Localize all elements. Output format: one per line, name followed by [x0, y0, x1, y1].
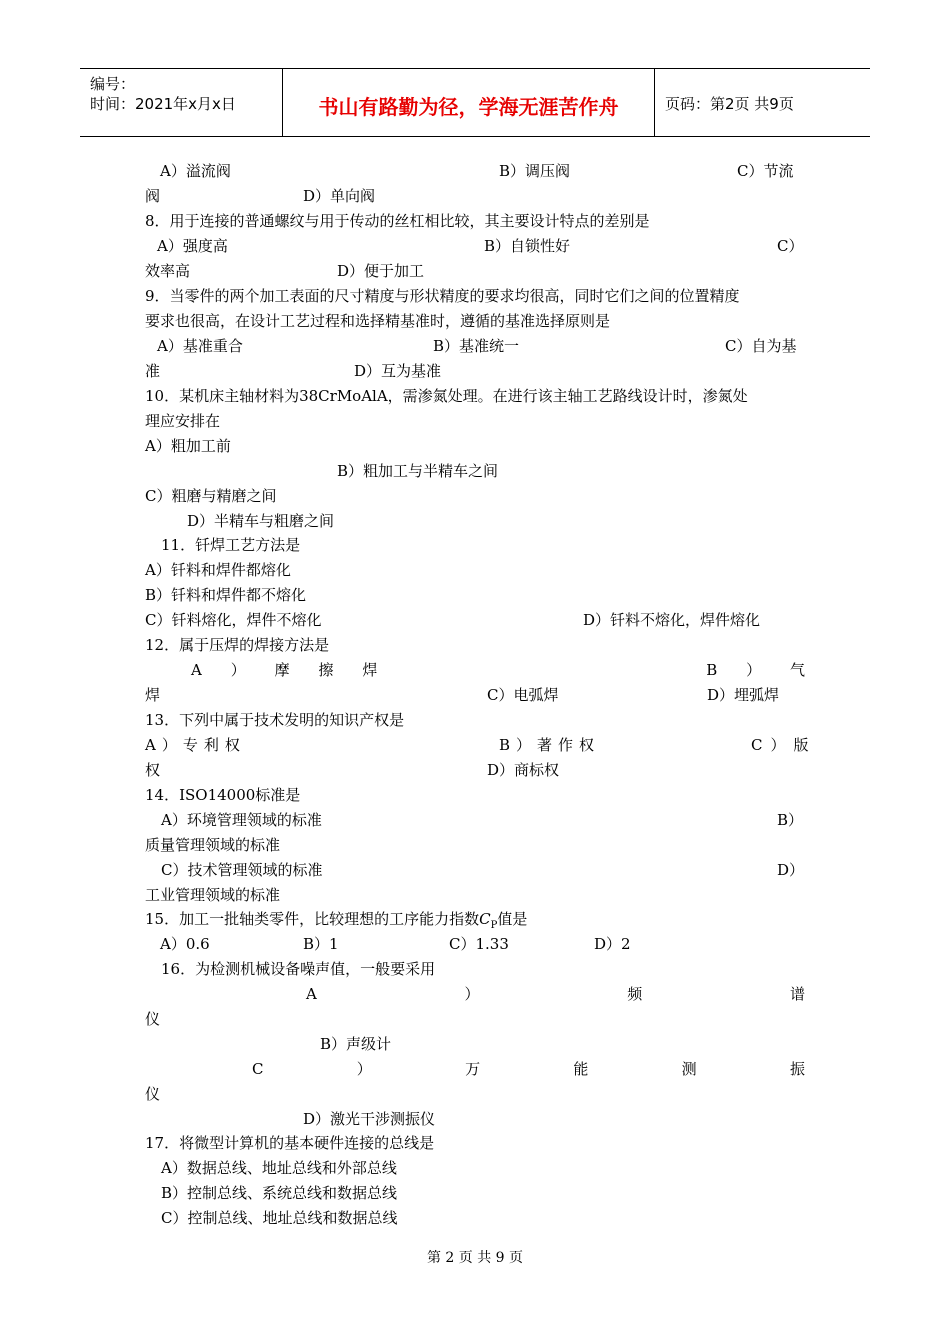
q9-stem-line-1: 9．当零件的两个加工表面的尺寸精度与形状精度的要求均很高，同时它们之间的位置精度: [145, 287, 740, 305]
q9-option-c-continued: 准: [145, 362, 161, 380]
q15-stem: 15．加工一批轴类零件，比较理想的工序能力指数: [145, 910, 480, 928]
q13-option-c: C）版: [751, 736, 817, 754]
q9-option-d: D）互为基准: [354, 362, 442, 380]
q15-option-d: D）2: [594, 935, 631, 953]
q8-option-c: C）: [777, 237, 804, 255]
document-time-label: 时间：2021年x月x日: [90, 95, 236, 113]
q8-option-c-continued: 效率高: [145, 262, 191, 280]
q11-option-c: C）钎料熔化，焊件不熔化: [145, 611, 322, 629]
q14-option-d-continued: 工业管理领域的标准: [145, 886, 281, 904]
q15-option-c: C）1.33: [449, 935, 509, 953]
q15-stem-end: 值是: [497, 910, 528, 928]
q10-option-d: D）半精车与粗磨之间: [187, 512, 335, 530]
q13-option-b: B）著作权: [499, 736, 601, 754]
document-number-label: 编号：: [90, 75, 136, 93]
q9-option-b: B）基准统一: [433, 337, 520, 355]
q16-option-a-char: 频: [627, 985, 643, 1003]
q11-option-b: B）钎料和焊件都不熔化: [145, 586, 307, 604]
q9-option-c: C）自为基: [725, 337, 797, 355]
q13-stem: 13．下列中属于技术发明的知识产权是: [145, 711, 405, 729]
q12-option-a-char: 焊: [362, 661, 378, 679]
page-header: [80, 68, 870, 137]
q16-option-c-char: C: [252, 1060, 264, 1078]
q8-option-d: D）便于加工: [337, 262, 425, 280]
q13-option-a: A）专利权: [145, 736, 246, 754]
q8-stem: 8．用于连接的普通螺纹与用于传动的丝杠相比较，其主要设计特点的差别是: [145, 212, 650, 230]
q12-option-a-char: ）: [230, 661, 246, 679]
q12-options-row: [145, 661, 805, 679]
q7-option-d: D）单向阀: [303, 187, 376, 205]
header-middle-cell: [283, 69, 655, 136]
q16-option-c-char: 能: [573, 1060, 589, 1078]
q16-option-a-char: ）: [464, 985, 480, 1003]
q17-option-b: B）控制总线、系统总线和数据总线: [161, 1184, 398, 1202]
q13-option-c-continued: 权: [145, 761, 161, 779]
q14-option-d: D）: [777, 861, 805, 879]
q10-stem-line-2: 理应安排在: [145, 412, 221, 430]
q17-option-a: A）数据总线、地址总线和外部总线: [161, 1159, 397, 1177]
q11-stem: 11．钎焊工艺方法是: [161, 536, 301, 554]
q16-option-c-char: 测: [681, 1060, 697, 1078]
q16-option-c-char: ）: [356, 1060, 372, 1078]
q16-stem: 16．为检测机械设备噪声值，一般要采用: [161, 960, 436, 978]
q12-option-c: C）电弧焊: [487, 686, 559, 704]
q9-option-a: A）基准重合: [157, 337, 243, 355]
q15-stem-line: [145, 910, 527, 935]
q16-option-a-continued: 仪: [145, 1010, 161, 1028]
q15-option-b: B）1: [303, 935, 339, 953]
q16-option-c-char: 万: [465, 1060, 481, 1078]
page-footer: 第 2 页 共 9 页: [426, 1250, 524, 1266]
q14-option-a: A）环境管理领域的标准: [161, 811, 322, 829]
q13-option-d: D）商标权: [487, 761, 560, 779]
q10-option-a: A）粗加工前: [145, 437, 231, 455]
q12-option-b-continued: 焊: [145, 686, 161, 704]
q12-option-b-char: ）: [746, 661, 762, 679]
q12-option-b-char: 气: [789, 661, 805, 679]
header-right-cell: [655, 69, 870, 136]
q10-option-b: B）粗加工与半精车之间: [337, 462, 499, 480]
q7-option-a: A）溢流阀: [160, 162, 231, 180]
q12-option-a-char: 擦: [318, 661, 334, 679]
q16-option-c-continued: 仪: [145, 1085, 161, 1103]
q10-option-c: C）粗磨与精磨之间: [145, 487, 277, 505]
q7-option-c: C）节流: [737, 162, 794, 180]
q14-option-c: C）技术管理领域的标准: [161, 861, 323, 879]
q15-cp-symbol: C: [479, 910, 491, 928]
q17-stem: 17．将微型计算机的基本硬件连接的总线是: [145, 1134, 435, 1152]
q16-option-a-row: [145, 985, 805, 1003]
q16-option-a-char: 谱: [789, 985, 805, 1003]
q15-cp-subscript: P: [490, 920, 498, 931]
q11-option-d: D）钎料不熔化，焊件熔化: [583, 611, 761, 629]
header-page-info: 页码：第2页 共9页: [665, 95, 794, 113]
q17-option-c: C）控制总线、地址总线和数据总线: [161, 1209, 398, 1227]
q14-stem: 14．ISO14000标准是: [145, 786, 301, 804]
q9-stem-line-2: 要求也很高，在设计工艺过程和选择精基准时，遵循的基准选择原则是: [145, 312, 611, 330]
q12-stem: 12．属于压焊的焊接方法是: [145, 636, 330, 654]
q16-option-c-char: 振: [789, 1060, 805, 1078]
q8-option-a: A）强度高: [157, 237, 228, 255]
q12-option-a-char: 摩: [274, 661, 290, 679]
q16-option-d: D）激光干涉测振仪: [303, 1110, 436, 1128]
header-left-cell: [80, 69, 283, 136]
q7-option-c-continued: 阀: [145, 187, 161, 205]
q14-option-b: B）: [777, 811, 804, 829]
q15-option-a: A）0.6: [160, 935, 210, 953]
q16-option-a-char: A: [306, 985, 317, 1003]
q7-option-b: B）调压阀: [499, 162, 571, 180]
header-motto: 书山有路勤为径，学海无涯苦作舟: [318, 95, 619, 119]
q12-option-a-char: A: [191, 661, 202, 679]
q14-option-b-continued: 质量管理领域的标准: [145, 836, 281, 854]
q16-option-b: B）声级计: [320, 1035, 392, 1053]
q8-option-b: B）自锁性好: [484, 237, 571, 255]
q10-stem-line-1: 10．某机床主轴材料为38CrMoAlA，需渗氮处理。在进行该主轴工艺路线设计时，渗氮处: [145, 387, 748, 405]
q11-option-a: A）钎料和焊件都熔化: [145, 561, 291, 579]
q12-option-b-char: B: [706, 661, 718, 679]
q12-option-d: D）埋弧焊: [707, 686, 780, 704]
q16-option-c-row: [145, 1060, 805, 1078]
